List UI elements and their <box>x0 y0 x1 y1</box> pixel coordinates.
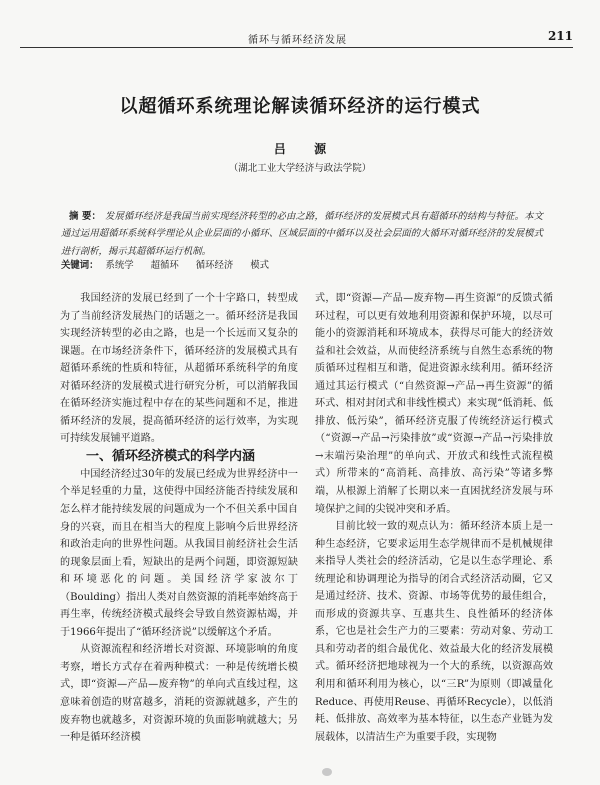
body-paragraph: 中国经济经过30年的发展已经成为世界经济中一个举足轻重的力量，这使得中国经济能否持续发展和怎么样才能持续发展的问题成为一个不但关系中国自身的兴衰，而且在相当大的程度上影响今后世界经济和政治走向的世界性问题。从我国目前经济社会生活的现象层面上看，短缺出的是两个问题，即资源短缺和环境恶化的问题。美国经济学家波尔丁（Boulding）指出人类对自然资源的消耗率始终高于再生率，传统经济模式最终会导致自然资源枯竭，并于1966年提出了“循环经济说”以缓解这个矛盾。 <box>60 468 298 638</box>
body-column-right <box>315 290 553 785</box>
header-rule <box>20 47 573 48</box>
keywords-label: 关键词： <box>61 260 99 271</box>
body-paragraph: 式，即“资源—产品—废弃物—再生资源”的反馈式循环过程，可以更有效地利用资源和保护环境，以尽可能小的资源消耗和环境成本，获得尽可能大的经济效益和社会效益，从而使经济系统与自然生态系统的物质循环过程相互和谐，促进资源永续利用。循环经济通过其运行模式（“自然资源→产品→再生资源”的循环式、相对封闭式和非线性模式）来实现“低消耗、低排放、低污染”，循环经济克服了传统经济运行模式（“资源→产品→污染排放”或“资源→产品→污染排放→末端污染治理”的单向式、开放式和线性式流程模式）所带来的“高消耗、高排放、高污染”等诸多弊端，从根源上消解了长期以来一直困扰经济发展与环境保护之间的尖锐冲突和矛盾。 <box>315 293 553 515</box>
abstract-label: 摘 要： <box>69 211 101 222</box>
keyword: 系统学 <box>105 260 134 271</box>
abstract-text: 发展循环经济是我国当前实现经济转型的必由之路，循环经济的发展模式具有超循环的结构与特征。本文通过运用超循环系统科学理论从企业层面的小循环、区域层面的中循环以及社会层面的大循环对循环经济的发展模式进行剖析，揭示其超循环运行机制。 <box>61 211 543 257</box>
abstract <box>61 208 543 260</box>
keyword: 超循环 <box>150 260 179 271</box>
article-title: 以超循环系统理论解读循环经济的运行模式 <box>119 96 481 117</box>
body-paragraph: 我国经济的发展已经到了一个十字路口，转型成为了当前经济发展热门的话题之一。循环经济是我国实现经济转型的必由之路，也是一个长远而又复杂的课题。在市场经济条件下，循环经济的发展模式具有超循环系统的性质和特征，从超循环系统科学的角度对循环经济的发展模式进行研究分析，可以消解我国在循环经济实施过程中存在的某些问题和不足，推进循环经济的发展，提高循环经济的运行效率，为实现可持续发展铺平道路。 <box>60 293 298 445</box>
page-number: 211 <box>547 29 573 43</box>
scan-smudge <box>322 768 332 776</box>
keyword: 循环经济 <box>195 260 234 271</box>
body-paragraph: 目前比较一致的观点认为：循环经济本质上是一种生态经济，它要求运用生态学规律而不是机械规律来指导人类社会的经济活动，它是以生态学理论、系统理论和协调理论为指导的闭合式经济活动圈，它又是通过经济、技术、资源、市场等优势的最佳组合，而形成的资源共享、互惠共生、良性循环的经济体系，它也是社会生产力的三要素：劳动对象、劳动工具和劳动者的组合最优化、效益最大化的经济发展模式。循环经济把地球视为一个大的系统，以资源高效利用和循环利用为核心，以“三R”为原则（即减量化Reduce、再使用Reuse、再循环Recycle），以低消耗、低排放、高效率为基本特征，以生态产业链为发展载体，以清洁生产为重要手段，实现物 <box>315 521 553 743</box>
body-paragraph: 从资源流程和经济增长对资源、环境影响的角度考察，增长方式存在着两种模式：一种是传统增长模式，即“资源—产品—废弃物”的单向式直线过程，这意味着创造的财富越多，消耗的资源就越多，产生的废弃物也就越多，对资源环境的负面影响就越大；另一种是循环经济模 <box>60 644 298 744</box>
article-affiliation: （湖北工业大学经济与政法学院） <box>228 163 372 174</box>
running-header <box>20 31 573 45</box>
body-column-left <box>60 290 298 785</box>
keywords <box>61 258 543 274</box>
article-author: 吕 源 <box>273 142 339 156</box>
running-title: 循环与循环经济发展 <box>248 35 347 46</box>
keyword: 模式 <box>250 260 270 271</box>
section-heading: 一、循环经济模式的科学内涵 <box>86 448 256 464</box>
